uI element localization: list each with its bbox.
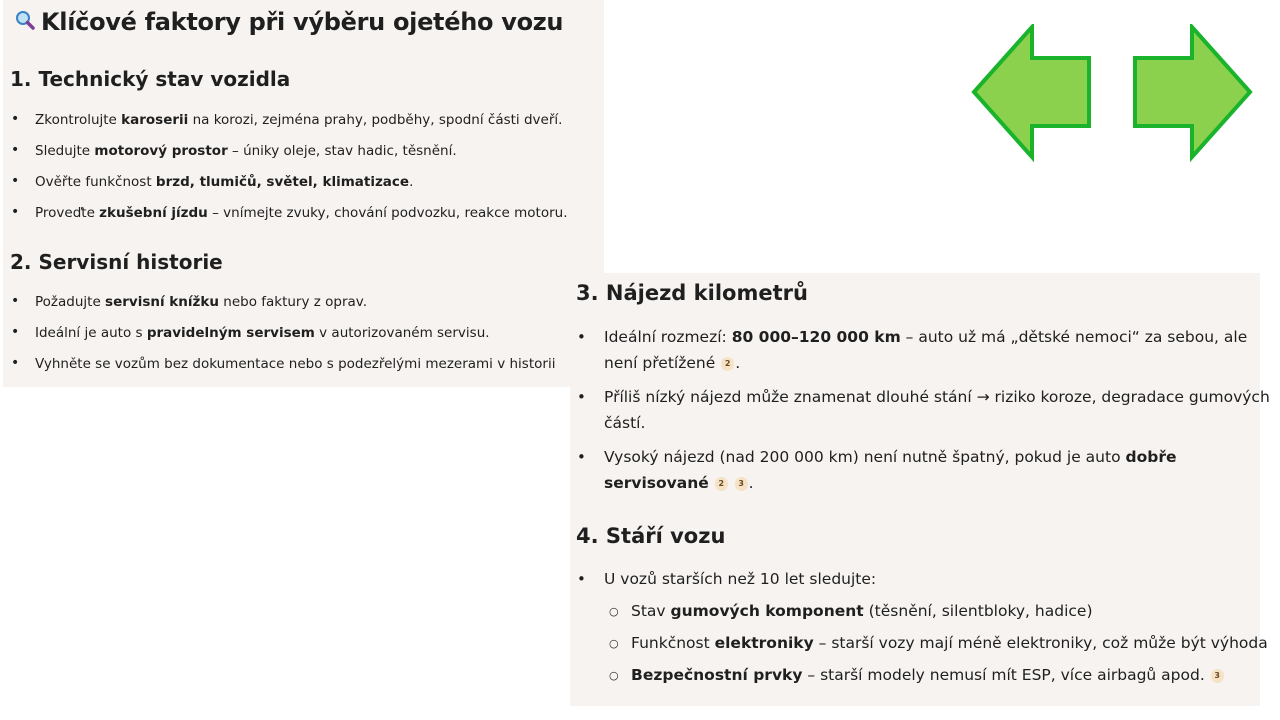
magnifier-icon: [15, 10, 35, 35]
citation-badge[interactable]: 2: [715, 477, 728, 491]
sub-list-item: ○ Stav gumových komponent (těsnění, silentbloky, hadice): [576, 601, 1256, 633]
citation-badge[interactable]: 3: [735, 477, 748, 491]
section-2-heading: 2. Servisní historie: [10, 250, 223, 274]
section-3-list: [576, 324, 1270, 504]
page-title: [15, 8, 563, 36]
list-item: • Proveďte zkušební jízdu – vnímejte zvuky, chování podvozku, reakce motoru.: [10, 205, 567, 236]
right-panel: [570, 273, 1270, 706]
sub-list-item: ○ Funkčnost elektroniky – starší vozy mají méně elektroniky, což může být výhoda: [576, 633, 1256, 665]
list-item: • Ideální je auto s pravidelným servisem v autorizovaném servisu.: [10, 325, 555, 356]
list-item: • Vysoký nájezd (nad 200 000 km) není nutně špatný, pokud je auto dobře servisované 2 3 .: [576, 444, 1256, 504]
section-3-heading: 3. Nájezd kilometrů: [576, 281, 808, 305]
sub-list-item: ○ Bezpečnostní prvky – starší modely nemusí mít ESP, více airbagů apod. 3: [576, 665, 1256, 697]
section-1-heading: 1. Technický stav vozidla: [10, 67, 291, 91]
arrow-right-icon[interactable]: [1131, 24, 1255, 162]
left-panel: [3, 0, 604, 387]
page-title-text: Klíčové faktory při výběru ojetého vozu: [41, 8, 564, 36]
list-item: • Příliš nízký nájezd může znamenat dlouhé stání → riziko koroze, degradace gumových částí.: [576, 384, 1256, 444]
arrow-left-icon[interactable]: [970, 24, 1094, 162]
list-item: • Sledujte motorový prostor – úniky oleje, stav hadic, těsnění.: [10, 143, 567, 174]
citation-badge[interactable]: 2: [721, 357, 734, 371]
section-1-list: [10, 112, 567, 236]
section-4-heading: 4. Stáří vozu: [576, 524, 726, 548]
list-item: • Ověřte funkčnost brzd, tlumičů, světel, klimatizace.: [10, 174, 567, 205]
list-item: • Vyhněte se vozům bez dokumentace nebo s podezřelými mezerami v historii: [10, 356, 555, 387]
citation-badge[interactable]: 3: [1211, 669, 1224, 683]
section-2-list: [10, 294, 555, 387]
list-item: • Ideální rozmezí: 80 000–120 000 km – auto už má „dětské nemoci“ za sebou, ale není přetížené 2 .: [576, 324, 1256, 384]
section-4-list: [576, 569, 1268, 697]
list-item: • U vozů starších než 10 let sledujte:: [576, 569, 1256, 601]
list-item: • Požadujte servisní knížku nebo faktury z oprav.: [10, 294, 555, 325]
list-item: • Zkontrolujte karoserii na korozi, zejména prahy, podběhy, spodní části dveří.: [10, 112, 567, 143]
